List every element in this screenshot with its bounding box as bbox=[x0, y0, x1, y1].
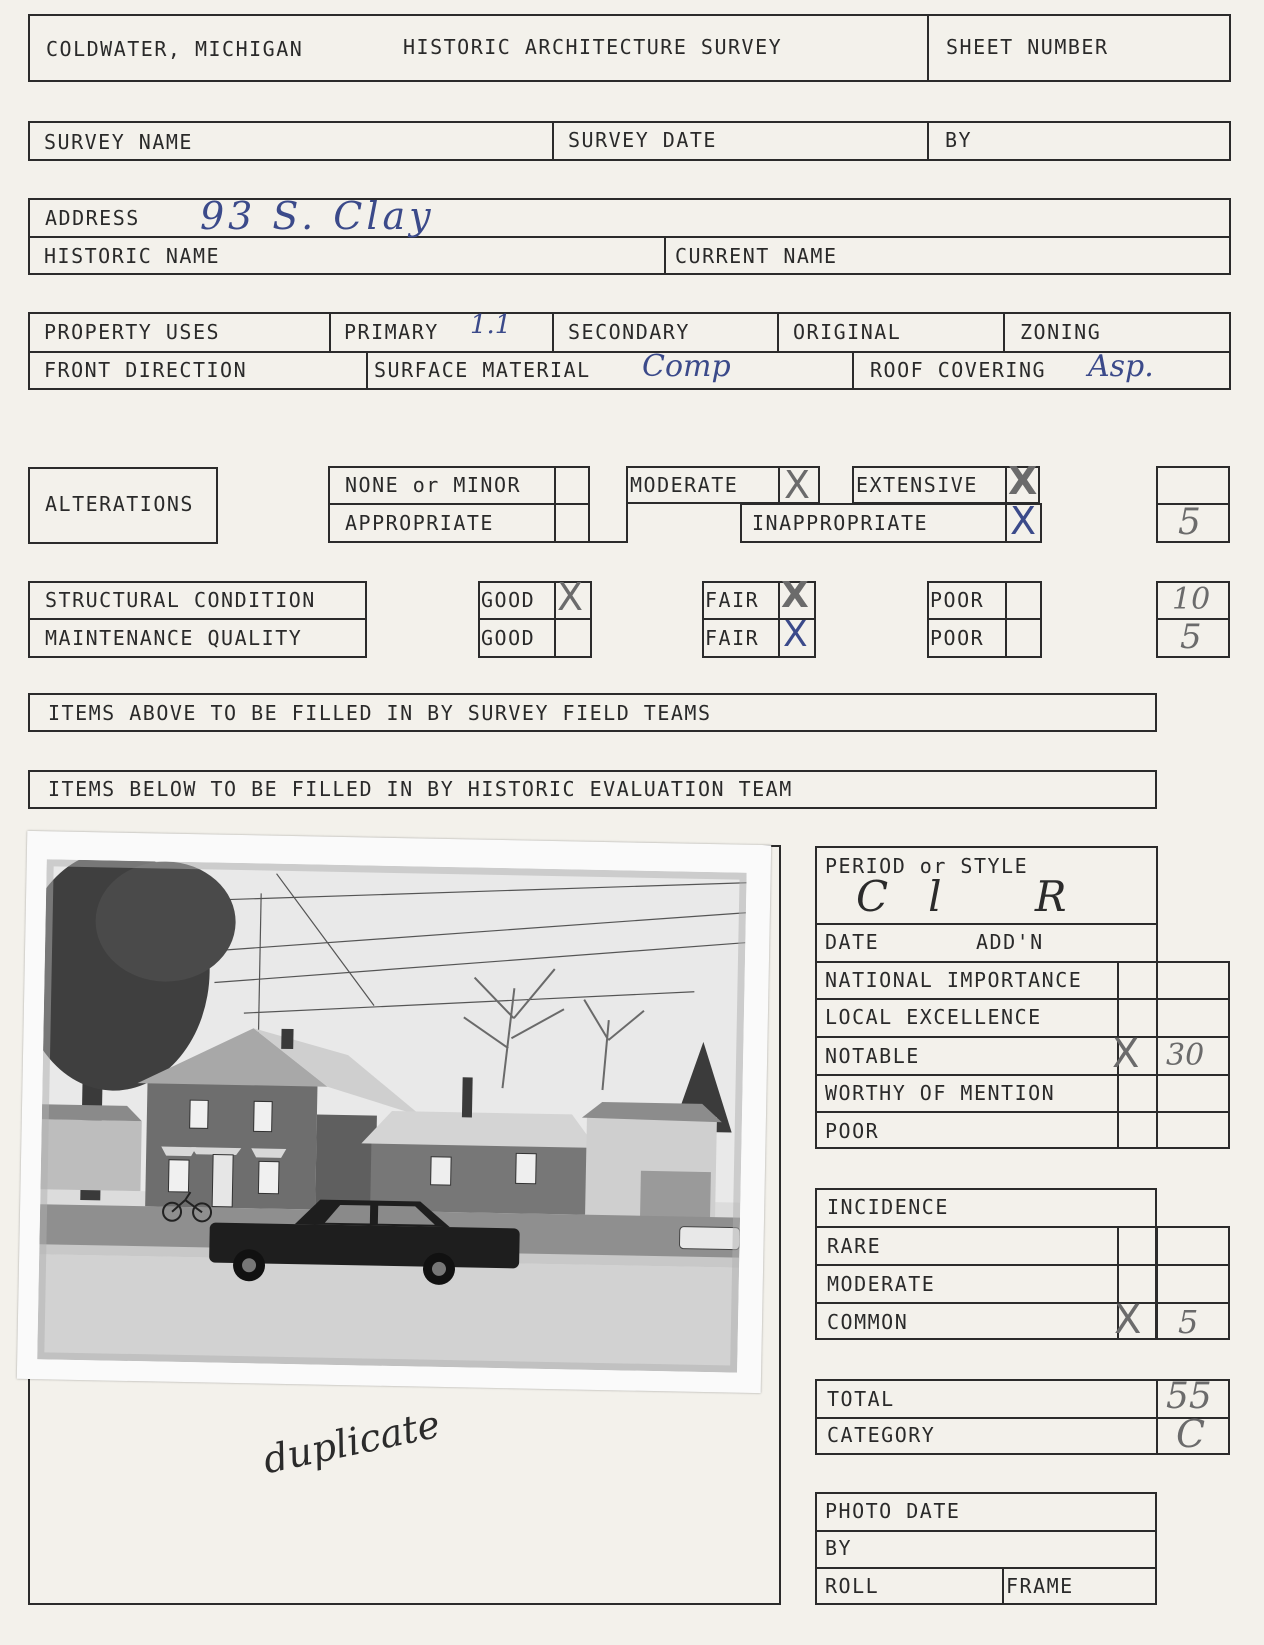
secondary-label: SECONDARY bbox=[568, 320, 690, 344]
period-style-label: PERIOD or STYLE bbox=[825, 854, 1029, 878]
maintenance-poor-label: POOR bbox=[930, 626, 985, 650]
surface-material-label: SURFACE MATERIAL bbox=[374, 358, 591, 382]
incidence-label: INCIDENCE bbox=[827, 1195, 949, 1219]
structural-good-label: GOOD bbox=[481, 588, 536, 612]
moderate-check: X bbox=[784, 463, 811, 507]
extensive-check-divider bbox=[1005, 466, 1007, 504]
alterations-score: 5 bbox=[1178, 502, 1201, 543]
eval-line-local bbox=[815, 998, 1230, 1000]
photo-info-divider bbox=[1002, 1567, 1004, 1605]
sheet-number-label: SHEET NUMBER bbox=[946, 35, 1109, 59]
notable-check: X bbox=[1112, 1031, 1140, 1077]
current-name-label: CURRENT NAME bbox=[675, 244, 838, 268]
evaluation-team-note: ITEMS BELOW TO BE FILLED IN BY HISTORIC EVALUATION TEAM bbox=[48, 777, 793, 801]
moderate-label: MODERATE bbox=[630, 473, 739, 497]
condition-label-mid bbox=[28, 618, 367, 620]
historic-name-label: HISTORIC NAME bbox=[44, 244, 221, 268]
worthy-of-mention-label: WORTHY OF MENTION bbox=[825, 1081, 1056, 1105]
duplicate-annotation: duplicate bbox=[259, 1401, 444, 1483]
property-mid-line bbox=[28, 351, 1231, 353]
inappropriate-label: INAPPROPRIATE bbox=[752, 511, 929, 535]
inappropriate-check-divider bbox=[1005, 503, 1007, 543]
survey-divider-1 bbox=[552, 121, 554, 161]
photo-scene bbox=[37, 859, 746, 1372]
date-label: DATE bbox=[825, 930, 880, 954]
frame-label: FRAME bbox=[1006, 1574, 1074, 1598]
survey-title: HISTORIC ARCHITECTURE SURVEY bbox=[403, 35, 783, 59]
notable-label: NOTABLE bbox=[825, 1044, 920, 1068]
appropriate-bottom-ext bbox=[590, 541, 628, 543]
photo-info-line-1 bbox=[815, 1530, 1157, 1532]
notable-score: 30 bbox=[1166, 1038, 1205, 1073]
photo-info-line-2 bbox=[815, 1567, 1157, 1569]
surface-material-value: Comp bbox=[642, 349, 731, 384]
eval-line-poor bbox=[815, 1111, 1230, 1113]
front-direction-label: FRONT DIRECTION bbox=[44, 358, 248, 382]
total-value: 55 bbox=[1166, 1376, 1212, 1417]
total-divider bbox=[1156, 1379, 1158, 1455]
maintenance-fair-check: X bbox=[783, 614, 808, 655]
photo-date-label: PHOTO DATE bbox=[825, 1499, 961, 1523]
poor-mid bbox=[927, 618, 1042, 620]
common-check: X bbox=[1114, 1297, 1142, 1343]
structural-good-check: X bbox=[557, 575, 584, 619]
common-score: 5 bbox=[1178, 1303, 1199, 1341]
incidence-moderate-label: MODERATE bbox=[827, 1272, 936, 1296]
structural-poor-label: POOR bbox=[930, 588, 985, 612]
extensive-check: X bbox=[1008, 459, 1038, 503]
category-label: CATEGORY bbox=[827, 1423, 936, 1447]
eval-line-date bbox=[815, 923, 1158, 925]
photo-by-label: BY bbox=[825, 1536, 853, 1560]
property-divider-3 bbox=[777, 312, 779, 351]
inappropriate-check: X bbox=[1010, 499, 1037, 543]
total-label: TOTAL bbox=[827, 1387, 895, 1411]
incidence-line-common bbox=[815, 1302, 1230, 1304]
photo-image bbox=[37, 859, 746, 1372]
zoning-label: ZONING bbox=[1020, 320, 1102, 344]
total-mid bbox=[815, 1417, 1230, 1419]
period-style-value: Cl R bbox=[856, 872, 1107, 921]
category-value: C bbox=[1176, 1412, 1206, 1456]
fair-check-divider bbox=[778, 581, 780, 658]
none-minor-check-divider bbox=[554, 466, 556, 543]
none-minor-mid bbox=[328, 503, 590, 505]
roll-label: ROLL bbox=[825, 1574, 880, 1598]
survey-by-label: BY bbox=[945, 128, 973, 152]
property-divider-4 bbox=[1003, 312, 1005, 351]
eval-score-inner-divider bbox=[1156, 961, 1158, 1149]
maintenance-good-label: GOOD bbox=[481, 626, 536, 650]
field-teams-note: ITEMS ABOVE TO BE FILLED IN BY SURVEY FIELD TEAMS bbox=[48, 701, 712, 725]
structural-condition-label: STRUCTURAL CONDITION bbox=[45, 588, 316, 612]
eval-line-national bbox=[815, 961, 1230, 963]
property-divider-1 bbox=[329, 312, 331, 351]
survey-name-label: SURVEY NAME bbox=[44, 130, 193, 154]
roof-covering-value: Asp. bbox=[1088, 349, 1154, 384]
appropriate-right-ext bbox=[626, 503, 628, 543]
poor-check-divider bbox=[1005, 581, 1007, 658]
structural-fair-label: FAIR bbox=[705, 588, 760, 612]
survey-divider-2 bbox=[927, 121, 929, 161]
primary-value: 1.1 bbox=[470, 310, 512, 340]
appropriate-label: APPROPRIATE bbox=[345, 511, 494, 535]
maintenance-quality-label: MAINTENANCE QUALITY bbox=[45, 626, 303, 650]
maintenance-fair-label: FAIR bbox=[705, 626, 760, 650]
address-divider bbox=[664, 236, 666, 275]
location-label: COLDWATER, MICHIGAN bbox=[46, 37, 304, 61]
structural-score: 10 bbox=[1172, 582, 1211, 617]
primary-label: PRIMARY bbox=[344, 320, 439, 344]
good-check-divider bbox=[554, 581, 556, 658]
house-photograph bbox=[17, 831, 771, 1393]
roof-covering-label: ROOF COVERING bbox=[870, 358, 1047, 382]
extensive-label: EXTENSIVE bbox=[856, 473, 978, 497]
incidence-line-moderate bbox=[815, 1264, 1230, 1266]
header-divider bbox=[927, 14, 929, 82]
survey-date-label: SURVEY DATE bbox=[568, 128, 717, 152]
structural-fair-check: X bbox=[781, 575, 809, 616]
address-label: ADDRESS bbox=[45, 206, 140, 230]
property-divider-2 bbox=[552, 312, 554, 351]
maintenance-score: 5 bbox=[1180, 617, 1202, 657]
property-divider-5 bbox=[366, 351, 368, 390]
common-label: COMMON bbox=[827, 1310, 909, 1334]
evaluation-poor-label: POOR bbox=[825, 1119, 880, 1143]
incidence-line-rare bbox=[815, 1226, 1230, 1228]
national-importance-label: NATIONAL IMPORTANCE bbox=[825, 968, 1083, 992]
local-excellence-label: LOCAL EXCELLENCE bbox=[825, 1005, 1042, 1029]
moderate-check-divider bbox=[778, 466, 780, 504]
incidence-score-inner-divider bbox=[1156, 1226, 1158, 1340]
original-label: ORIGINAL bbox=[793, 320, 902, 344]
property-divider-6 bbox=[852, 351, 854, 390]
property-uses-label: PROPERTY USES bbox=[44, 320, 221, 344]
addn-label: ADD'N bbox=[976, 930, 1044, 954]
alterations-label: ALTERATIONS bbox=[45, 492, 194, 516]
eval-line-worthy bbox=[815, 1074, 1230, 1076]
none-minor-label: NONE or MINOR bbox=[345, 473, 522, 497]
rare-label: RARE bbox=[827, 1234, 882, 1258]
address-value: 93 S. Clay bbox=[200, 194, 435, 238]
